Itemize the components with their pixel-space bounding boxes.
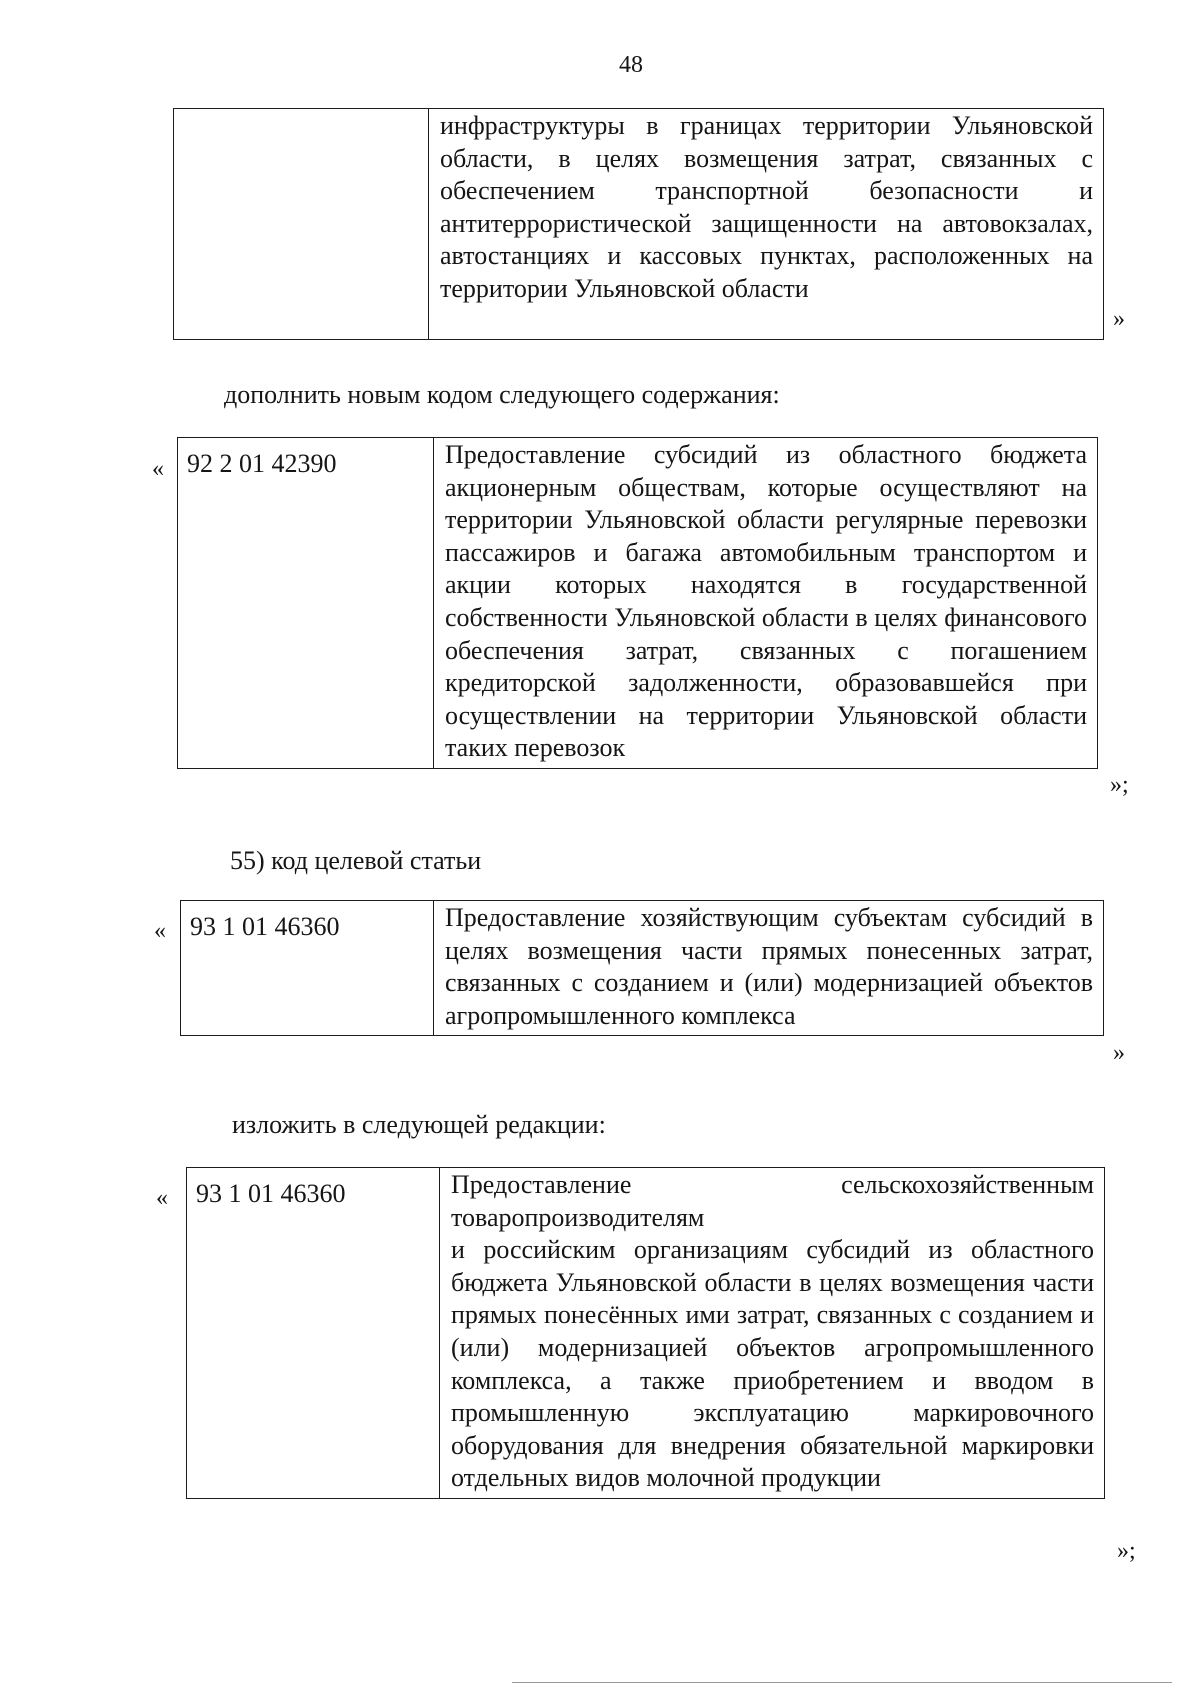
description-text-line-2: и российским организациям субсидий из областного бюджета Ульяновской области в целях возмещения части прямых понесённых ими затрат, связанных с созданием и (или) модернизацией объектов агропромышленного комплекса, а также приобретением и вводом в промышленную эксплуатацию маркировочного оборудования для внедрения обязательной маркировки отдельных видов молочной продукции bbox=[451, 1235, 1094, 1493]
bottom-rule bbox=[512, 1682, 1172, 1683]
code-cell: 93 1 01 46360 bbox=[187, 1168, 440, 1499]
opening-quote: « bbox=[156, 1185, 168, 1211]
description-text-line-1: Предоставление сельскохозяйственным товаропроизводителям bbox=[451, 1170, 1094, 1232]
table-row bbox=[178, 438, 1098, 769]
code-table-continuation bbox=[173, 108, 1104, 340]
code-cell: 92 2 01 42390 bbox=[178, 438, 434, 769]
description-cell bbox=[434, 901, 1104, 1036]
opening-quote: « bbox=[152, 456, 164, 482]
description-cell bbox=[434, 438, 1098, 769]
closing-quote: »; bbox=[1110, 772, 1129, 798]
code-table-93-1-01-46360-new bbox=[186, 1167, 1105, 1499]
description-cell bbox=[429, 109, 1104, 340]
amendment-instruction: дополнить новым кодом следующего содержания: bbox=[224, 380, 780, 409]
closing-quote: »; bbox=[1117, 1538, 1136, 1564]
opening-quote: « bbox=[154, 918, 166, 944]
code-table-92-2-01-42390 bbox=[177, 437, 1098, 769]
table-row bbox=[181, 901, 1104, 1036]
page-number: 48 bbox=[619, 52, 643, 78]
description-text: инфраструктуры в границах территории Ульяновской области, в целях возмещения затрат, связанных с обеспечением транспортной безопасности и антитеррористической защищенности на автовокзалах, автостанциях и кассовых пунктах, расположенных на территории Ульяновской области bbox=[440, 111, 1093, 303]
item-heading: 55) код целевой статьи bbox=[230, 846, 482, 875]
code-table-93-1-01-46360-old bbox=[180, 900, 1104, 1036]
amendment-instruction: изложить в следующей редакции: bbox=[232, 1110, 606, 1139]
closing-quote: » bbox=[1113, 306, 1125, 332]
closing-quote: » bbox=[1113, 1040, 1125, 1066]
code-cell: 93 1 01 46360 bbox=[181, 901, 434, 1036]
description-text: Предоставление хозяйствующим субъектам субсидий в целях возмещения части прямых понесенных затрат, связанных с созданием и (или) модернизацией объектов агропромышленного комплекса bbox=[445, 903, 1093, 1030]
table-row bbox=[187, 1168, 1105, 1499]
table-row bbox=[174, 109, 1104, 340]
code-cell bbox=[174, 109, 429, 340]
description-text: Предоставление субсидий из областного бюджета акционерным обществам, которые осуществляют на территории Ульяновской области регулярные перевозки пассажиров и багажа автомобильным транспортом и акции которых находятся в государственной собственности Ульяновской области в целях финансового обеспечения затрат, связанных с погашением кредиторской задолженности, образовавшейся при осуществлении на территории Ульяновской области таких перевозок bbox=[445, 440, 1087, 763]
description-cell bbox=[440, 1168, 1105, 1499]
